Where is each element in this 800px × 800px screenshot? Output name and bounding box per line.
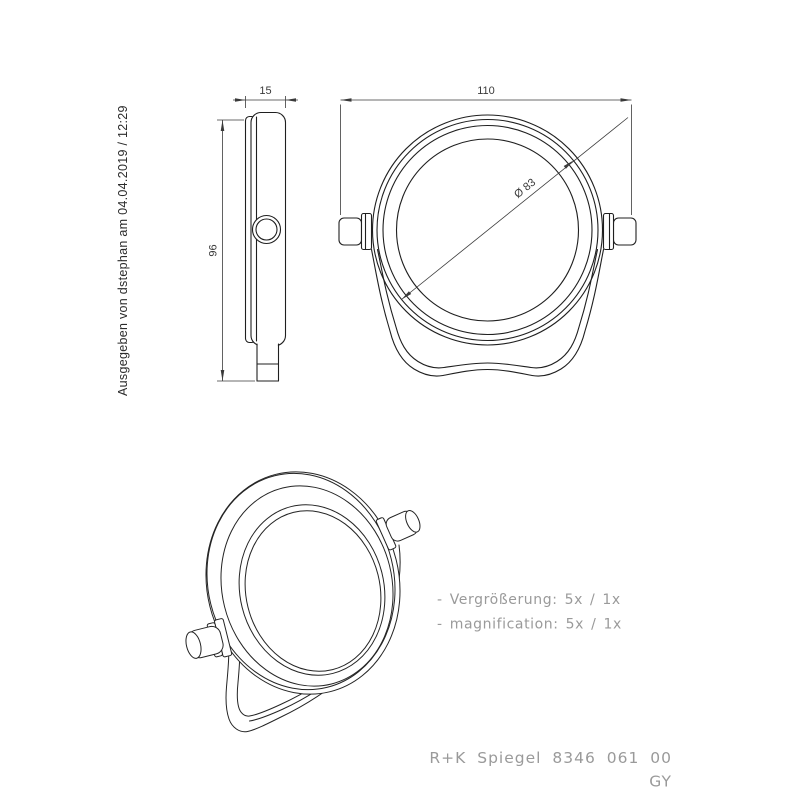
front-left-knob xyxy=(339,214,372,250)
side-view xyxy=(246,113,286,382)
dim-text-96: 96 xyxy=(207,244,220,257)
plot-stamp: Ausgegeben von dstephan am 04.04.2019 / 12:29 xyxy=(116,105,130,396)
perspective-view xyxy=(182,451,425,732)
product-title: R+K Spiegel 8346 061 00 xyxy=(429,749,672,767)
magnification-notes xyxy=(437,592,622,633)
side-pivot-knob xyxy=(253,216,281,244)
dim-text-110: 110 xyxy=(477,85,495,97)
dim-text-15: 15 xyxy=(259,85,272,97)
perspective-mirror-frame xyxy=(183,451,423,715)
front-view xyxy=(339,115,636,376)
side-stand-leg xyxy=(257,344,279,381)
title-block xyxy=(429,749,672,791)
dim-text-diameter: Ø 83 xyxy=(512,176,539,201)
front-stand-bracket xyxy=(372,250,604,377)
finish-code: GY xyxy=(649,772,672,791)
perspective-left-knob xyxy=(182,618,232,665)
note-magnification-de: - Vergrößerung: 5x / 1x xyxy=(437,592,621,608)
front-right-knob xyxy=(604,214,637,250)
note-magnification-en: - magnification: 5x / 1x xyxy=(437,616,622,633)
dimension-side-width xyxy=(233,85,298,108)
